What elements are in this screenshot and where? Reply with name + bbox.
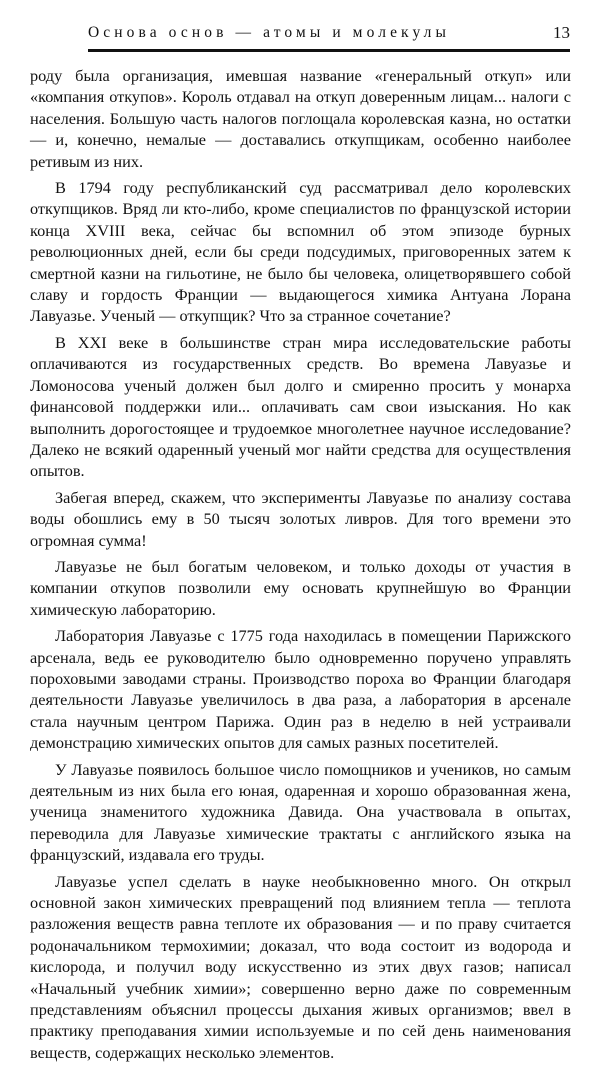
paragraph-5: Лавуазье не был богатым человеком, и только доходы от участия в компании откупов позволили ему основать крупнейшую во Франции химическую лабораторию. (30, 556, 571, 619)
body-text (30, 65, 571, 1068)
paragraph-3: В XXI веке в большинстве стран мира исследовательские работы оплачиваются из государственных средств. Во времена Лавуазье и Ломоносова ученый должен был долго и смиренно просить у монарха финансовой поддержки или... оплачивать сам свои изыскания. Но как выполнить дорогостоящее и трудоемкое многолетнее научное исследование? Далеко не всякий одаренный ученый мог найти средства для осуществления опытов. (30, 332, 571, 481)
running-title: Основа основ — атомы и молекулы (88, 24, 450, 41)
paragraph-4: Забегая вперед, скажем, что эксперименты Лавуазье по анализу состава воды обошлись ему в 50 тысяч золотых ливров. Для того времени это огромная сумма! (30, 487, 571, 550)
paragraph-2: В 1794 году республиканский суд рассматривал дело королевских откупщиков. Вряд ли кто-либо, кроме специалистов по французской истории конца XVIII века, сейчас бы вспомнил об этом эпизоде бурных революционных дней, если бы среди подсудимых, приговоренных затем к смертной казни на гильотине, не было бы человека, олицетворявшего собой славу и гордость Франции — выдающегося химика Антуана Лорана Лавуазье. Ученый — откупщик? Что за странное сочетание? (30, 178, 571, 326)
page-header (74, 22, 570, 50)
paragraph-6: Лаборатория Лавуазье с 1775 года находилась в помещении Парижского арсенала, ведь ее руководителю было одновременно поручено управлять пороховыми заводами страны. Производство пороха во Франции благодаря деятельности Лавуазье увеличилось в два раза, а лаборатория в арсенале стала научным центром Парижа. Один раз в неделю в ней устраивали демонстрацию химических опытов для самых разных посетителей. (30, 626, 571, 753)
page-number: 13 (553, 23, 570, 42)
paragraph-8: Лавуазье успел сделать в науке необыкновенно много. Он открыл основной закон химических превращений под влиянием тепла — теплота разложения веществ равна теплоте их образования — и по праву считается родоначальником термохимии; доказал, что вода состоит из водорода и кислорода, и получил воду искусственно из этих двух газов; написал «Начальный учебник химии»; совершенно верно даже по современным представлениям объяснил процессы дыхания живых организмов; ввел в практику преподавания химии используемые и по сей день наименования веществ, содержащих несколько элементов. (30, 871, 571, 1062)
header-rule (88, 49, 570, 52)
paragraph-1: роду была организация, имевшая название «генеральный откуп» или «компания откупов». Король отдавал на откуп доверенным лицам... налоги с населения. Большую часть налогов поглощала королевская казна, но остатки — и, конечно, немалые — доставались откупщикам, особенно наиболее ретивым из них. (30, 66, 571, 171)
paragraph-7: У Лавуазье появилось большое число помощников и учеников, но самым деятельным из них была его юная, одаренная и хорошо образованная жена, ученица знаменитого художника Давида. Она участвовала в опытах, переводила для Лавуазье химические трактаты с английского языка на французский, издавала его труды. (30, 759, 571, 865)
